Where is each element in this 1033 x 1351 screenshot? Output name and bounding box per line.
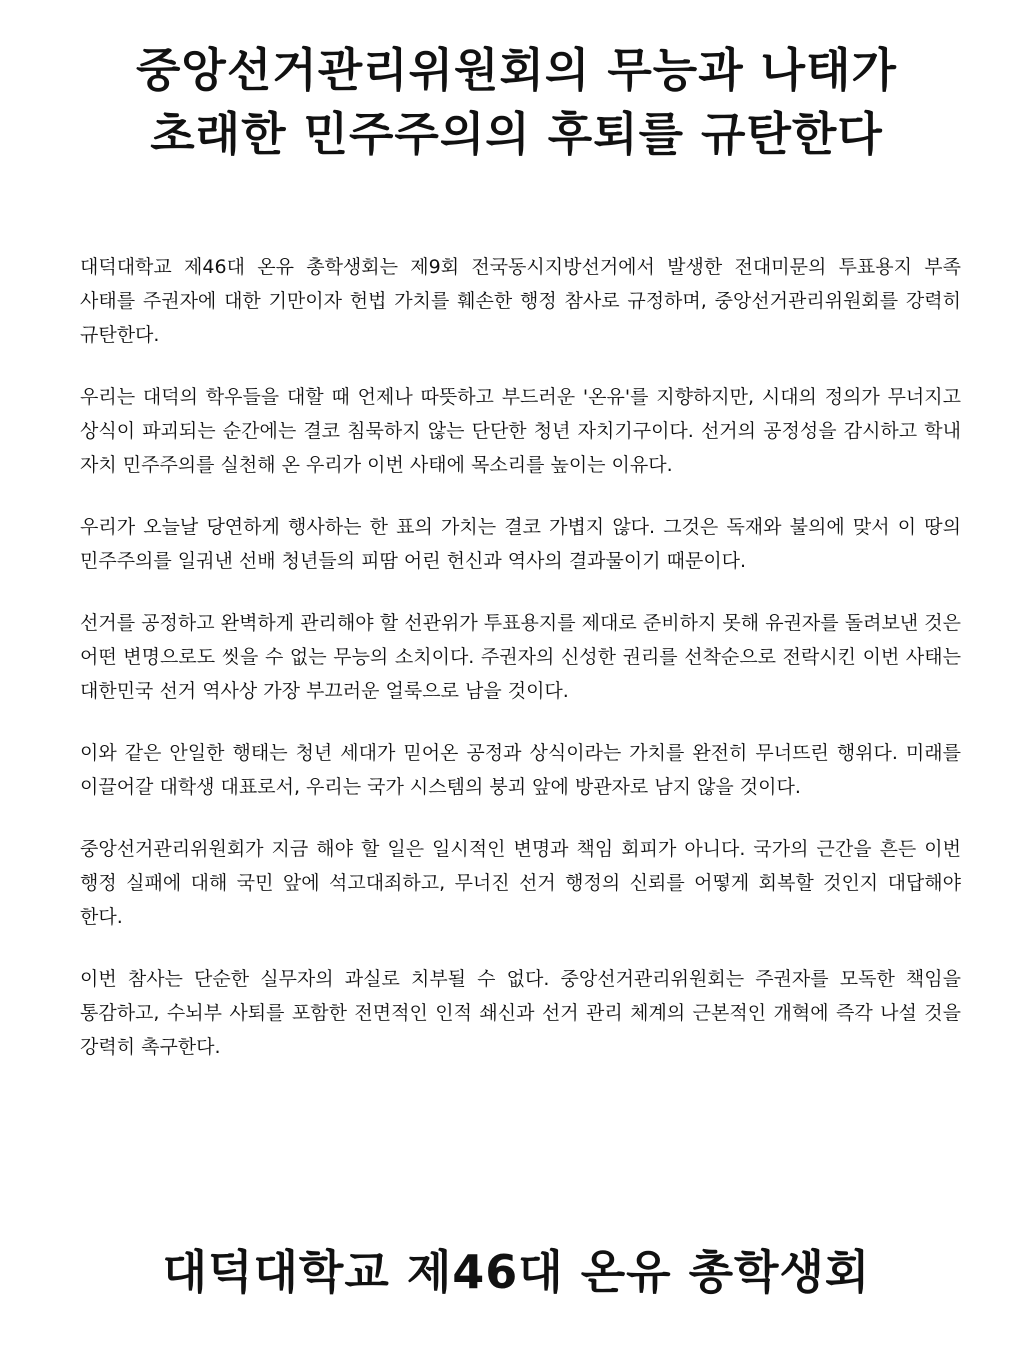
title-line-2: 초래한 민주주의의 후퇴를 규탄한다 (150, 107, 883, 161)
paragraph-5: 이와 같은 안일한 행태는 청년 세대가 믿어온 공정과 상식이라는 가치를 완전히 무너뜨린 행위다. 미래를 이끌어갈 대학생 대표로서, 우리는 국가 시스템의 붕괴 앞에 방관자로 남지 않을 것이다. (80, 742, 961, 798)
statement-body (80, 250, 961, 1092)
paragraph-7: 이번 참사는 단순한 실무자의 과실로 치부될 수 없다. 중앙선거관리위원회는 주권자를 모독한 책임을 통감하고, 수뇌부 사퇴를 포함한 전면적인 인적 쇄신과 선거 관리 체계의 근본적인 개혁에 즉각 나설 것을 강력히 촉구한다. (80, 968, 961, 1058)
paragraph-2: 우리는 대덕의 학우들을 대할 때 언제나 따뜻하고 부드러운 '온유'를 지향하지만, 시대의 정의가 무너지고 상식이 파괴되는 순간에는 결코 침묵하지 않는 단단한 청년 자치기구이다. 선거의 공정성을 감시하고 학내 자치 민주주의를 실천해 온 우리가 이번 사태에 목소리를 높이는 이유다. (80, 386, 961, 476)
paragraph-4: 선거를 공정하고 완벽하게 관리해야 할 선관위가 투표용지를 제대로 준비하지 못해 유권자를 돌려보낸 것은 어떤 변명으로도 씻을 수 없는 무능의 소치이다. 주권자의 신성한 권리를 선착순으로 전락시킨 이번 사태는 대한민국 선거 역사상 가장 부끄러운 얼룩으로 남을 것이다. (80, 612, 961, 702)
paragraph-6: 중앙선거관리위원회가 지금 해야 할 일은 일시적인 변명과 책임 회피가 아니다. 국가의 근간을 흔든 이번 행정 실패에 대해 국민 앞에 석고대죄하고, 무너진 선거 행정의 신뢰를 어떻게 회복할 것인지 대답해야 한다. (80, 838, 961, 928)
paragraph-1: 대덕대학교 제46대 온유 총학생회는 제9회 전국동시지방선거에서 발생한 전대미문의 투표용지 부족 사태를 주권자에 대한 기만이자 헌법 가치를 훼손한 행정 참사로 규정하며, 중앙선거관리위원회를 강력히 규탄한다. (80, 256, 961, 346)
title-line-1: 중앙선거관리위원회의 무능과 나태가 (135, 43, 897, 97)
signature: 대덕대학교 제46대 온유 총학생회 (162, 1245, 871, 1299)
document-title (60, 38, 973, 166)
paragraph-3: 우리가 오늘날 당연하게 행사하는 한 표의 가치는 결코 가볍지 않다. 그것은 독재와 불의에 맞서 이 땅의 민주주의를 일궈낸 선배 청년들의 피땀 어린 헌신과 역사의 결과물이기 때문이다. (80, 516, 961, 572)
